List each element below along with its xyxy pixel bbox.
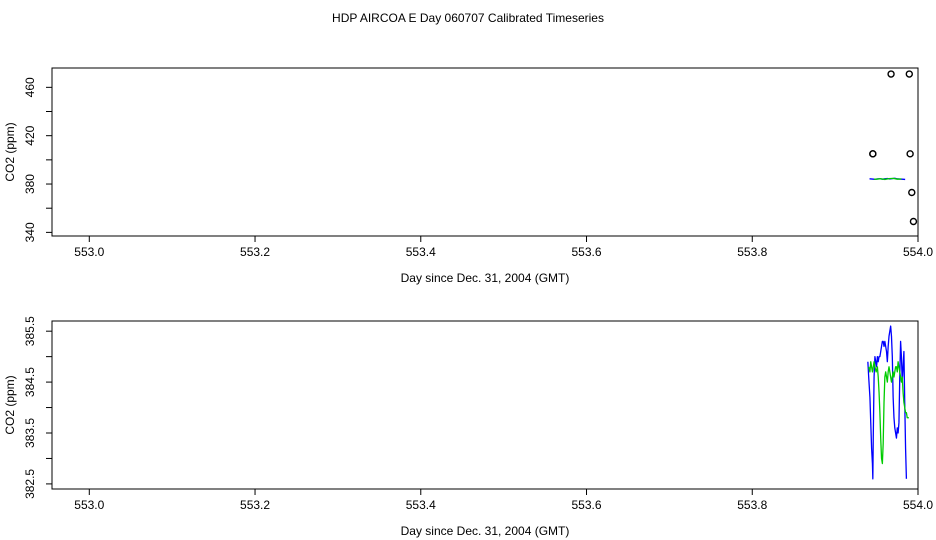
plot-marks — [868, 326, 909, 479]
x-axis-label: Day since Dec. 31, 2004 (GMT) — [400, 271, 570, 285]
x-tick-label: 553.6 — [571, 245, 602, 259]
plot-frame — [52, 68, 918, 236]
x-tick-label: 553.2 — [240, 498, 271, 512]
y-tick-label: 385.5 — [23, 316, 37, 347]
x-tick-label: 553.0 — [74, 245, 105, 259]
x-axis — [74, 236, 933, 259]
y-axis-label: CO2 (ppm) — [3, 375, 17, 435]
y-tick-label: 420 — [23, 125, 37, 146]
data-point — [909, 189, 915, 195]
x-axis — [74, 489, 933, 512]
x-tick-label: 553.6 — [571, 498, 602, 512]
x-tick-label: 553.8 — [737, 245, 768, 259]
x-tick-label: 554.0 — [902, 245, 934, 259]
y-tick-label: 460 — [23, 77, 37, 98]
data-point — [870, 151, 876, 157]
data-point — [907, 151, 913, 157]
page-title: HDP AIRCOA E Day 060707 Calibrated Timeseries — [332, 11, 604, 25]
x-tick-label: 553.4 — [405, 245, 436, 259]
y-tick-label: 383.5 — [23, 417, 37, 449]
x-tick-label: 554.0 — [902, 498, 934, 512]
panel-top — [3, 68, 933, 285]
plot-frame — [52, 321, 918, 489]
y-tick-label: 384.5 — [23, 367, 37, 398]
y-axis — [23, 316, 52, 499]
data-point — [906, 71, 912, 77]
series-line-blue — [868, 326, 907, 479]
x-axis-label: Day since Dec. 31, 2004 (GMT) — [400, 524, 570, 538]
data-point — [888, 71, 894, 77]
data-point — [910, 218, 916, 224]
panel-bottom — [3, 316, 933, 538]
y-axis — [23, 77, 52, 242]
x-tick-label: 553.2 — [240, 245, 271, 259]
y-tick-label: 380 — [23, 174, 37, 195]
plot-marks — [870, 71, 917, 224]
x-tick-label: 553.8 — [737, 498, 768, 512]
y-tick-label: 340 — [23, 222, 37, 243]
x-tick-label: 553.0 — [74, 498, 105, 512]
y-tick-label: 382.5 — [23, 468, 37, 499]
y-axis-label: CO2 (ppm) — [3, 122, 17, 182]
x-tick-label: 553.4 — [405, 498, 436, 512]
